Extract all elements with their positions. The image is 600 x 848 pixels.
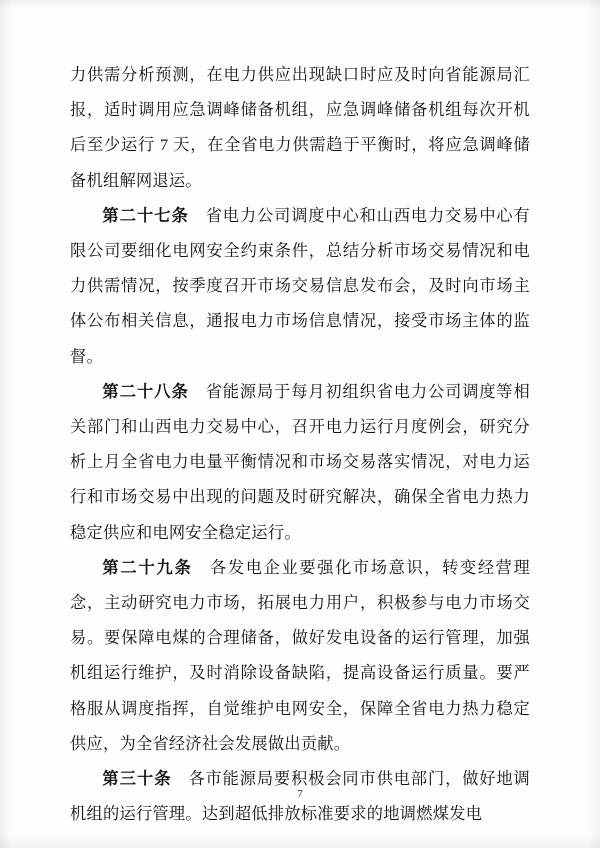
page-edge-shadow-left bbox=[0, 0, 12, 848]
article-label-29: 第二十九条 bbox=[102, 558, 193, 577]
paragraph-text: 省电力公司调度中心和山西电力交易中心有限公司要细化电网安全约束条件，总结分析市场交易情况和电力供需情况，按季度召开市场交易信息发布会，及时向市场主体公布相关信息，通报电力市场信息情况，接受市场主体的监督。 bbox=[70, 206, 531, 366]
paragraph-continued bbox=[70, 58, 530, 199]
page-edge-shadow-bottom bbox=[0, 834, 600, 848]
article-label-28: 第二十八条 bbox=[102, 382, 189, 401]
page-number: 7 bbox=[297, 788, 303, 800]
page-edge-shadow-right bbox=[588, 0, 600, 848]
article-label-27: 第二十七条 bbox=[102, 206, 189, 225]
paragraph-text: 力供需分析预测，在电力供应出现缺口时应及时向省能源局汇报，适时调用应急调峰储备机组，应急调峰储备机组每次开机后至少运行 7 天，在全省电力供需趋于平衡时，将应急调峰储备机组解网退运。 bbox=[70, 66, 530, 190]
paragraph-article-27 bbox=[70, 199, 530, 375]
article-label-30: 第三十条 bbox=[102, 770, 172, 789]
page-edge-shadow-top bbox=[0, 0, 600, 10]
paragraph-article-28 bbox=[70, 375, 530, 551]
document-body bbox=[70, 58, 530, 832]
paragraph-article-29 bbox=[70, 551, 530, 762]
paragraph-text: 各发电企业要强化市场意识，转变经营理念，主动研究电力市场，拓展电力用户，积极参与电力市场交易。要保障电煤的合理储备，做好发电设备的运行管理，加强机组运行维护，及时消除设备缺陷，提高设备运行质量。要严格服从调度指挥，自觉维护电网安全，保障全省电力热力稳定供应，为全省经济社会发展做出贡献。 bbox=[70, 558, 531, 753]
paragraph-text: 省能源局于每月初组织省电力公司调度等相关部门和山西电力交易中心，召开电力运行月度例会，研究分析上月全省电力电量平衡情况和市场交易落实情况，对电力运行和市场交易中出现的问题及时研究解决，确保全省电力热力稳定供应和电网安全稳定运行。 bbox=[70, 382, 531, 542]
paragraph-text: 各市能源局要积极会同市供电部门，做好地调机组的运行管理。达到超低排放标准要求的地调燃煤发电 bbox=[70, 770, 531, 824]
